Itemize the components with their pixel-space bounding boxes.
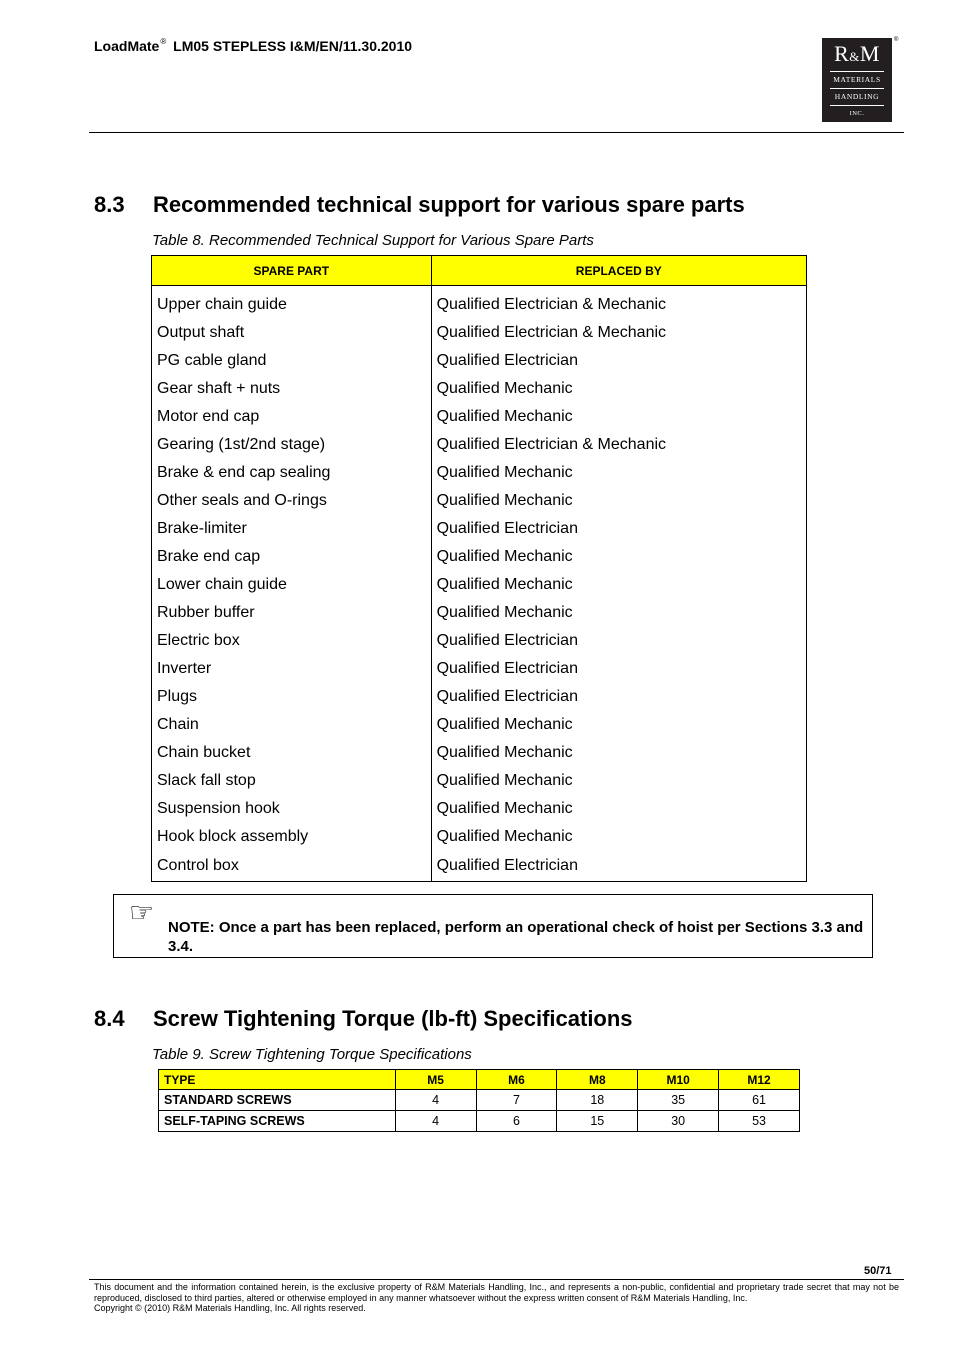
note-text: NOTE: Once a part has been replaced, perform an operational check of hoist per Sections 3.3 and 3.4.	[168, 919, 864, 955]
table-row	[159, 1090, 800, 1111]
spare-part-cell: Electric box	[152, 627, 432, 655]
spare-part-cell: Lower chain guide	[152, 571, 432, 599]
replaced-by-cell: Qualified Electrician	[431, 655, 806, 683]
torque-table	[158, 1069, 800, 1132]
spare-part-cell: Inverter	[152, 655, 432, 683]
spare-part-cell: Chain bucket	[152, 739, 432, 767]
replaced-by-cell: Qualified Electrician & Mechanic	[431, 286, 806, 320]
torque-value-cell: 4	[395, 1111, 476, 1132]
table-row	[152, 403, 807, 431]
table-header-row	[159, 1070, 800, 1090]
spare-part-cell: Control box	[152, 851, 432, 882]
replaced-by-cell: Qualified Electrician	[431, 851, 806, 882]
replaced-by-cell: Qualified Mechanic	[431, 571, 806, 599]
table-row	[152, 823, 807, 851]
registered-mark: ®	[160, 37, 167, 46]
table-row	[152, 286, 807, 320]
screw-type-cell: STANDARD SCREWS	[159, 1090, 396, 1111]
logo-inc: INC.	[849, 110, 865, 117]
document-title	[94, 37, 412, 54]
rm-logo	[822, 38, 892, 122]
torque-value-cell: 7	[476, 1090, 557, 1111]
spare-part-cell: Rubber buffer	[152, 599, 432, 627]
table-row	[152, 543, 807, 571]
replaced-by-cell: Qualified Mechanic	[431, 823, 806, 851]
replaced-by-cell: Qualified Mechanic	[431, 375, 806, 403]
header-divider	[89, 132, 904, 133]
torque-value-cell: 30	[638, 1111, 719, 1132]
table-row	[152, 711, 807, 739]
torque-value-cell: 15	[557, 1111, 638, 1132]
table-row	[152, 683, 807, 711]
spare-part-cell: Output shaft	[152, 319, 432, 347]
replaced-by-cell: Qualified Mechanic	[431, 543, 806, 571]
column-header: M10	[638, 1070, 719, 1090]
column-header: SPARE PART	[152, 256, 432, 286]
section-title: Recommended technical support for various spare parts	[153, 192, 745, 217]
column-header: M5	[395, 1070, 476, 1090]
table-row	[152, 599, 807, 627]
table-row	[159, 1111, 800, 1132]
screw-type-cell: SELF-TAPING SCREWS	[159, 1111, 396, 1132]
logo-monogram: R&M	[834, 41, 880, 66]
pointing-hand-icon: ☞	[129, 896, 155, 929]
footer-divider	[89, 1279, 904, 1280]
footer-legal	[94, 1282, 899, 1314]
replaced-by-cell: Qualified Mechanic	[431, 487, 806, 515]
table-row	[152, 459, 807, 487]
replaced-by-cell: Qualified Mechanic	[431, 767, 806, 795]
logo-registered-mark: ®	[894, 37, 899, 43]
spare-part-cell: Gearing (1st/2nd stage)	[152, 431, 432, 459]
table-header-row	[152, 256, 807, 286]
copyright: Copyright © (2010) R&M Materials Handling, Inc. All rights reserved.	[94, 1303, 366, 1313]
spare-parts-table	[151, 255, 807, 882]
table-row	[152, 487, 807, 515]
table-row	[152, 795, 807, 823]
brand-name: LoadMate	[94, 38, 160, 54]
table-row	[152, 571, 807, 599]
column-header: M12	[719, 1070, 800, 1090]
page-number: 50/71	[864, 1265, 892, 1277]
replaced-by-cell: Qualified Electrician	[431, 627, 806, 655]
column-header: TYPE	[159, 1070, 396, 1090]
table-row	[152, 851, 807, 882]
replaced-by-cell: Qualified Electrician & Mechanic	[431, 319, 806, 347]
spare-part-cell: Chain	[152, 711, 432, 739]
torque-value-cell: 35	[638, 1090, 719, 1111]
table-row	[152, 655, 807, 683]
section-number: 8.4	[94, 1006, 125, 1031]
table-row	[152, 319, 807, 347]
spare-part-cell: PG cable gland	[152, 347, 432, 375]
table-row	[152, 739, 807, 767]
replaced-by-cell: Qualified Mechanic	[431, 711, 806, 739]
replaced-by-cell: Qualified Electrician & Mechanic	[431, 431, 806, 459]
logo-handling: HANDLING	[834, 92, 880, 101]
section-number: 8.3	[94, 192, 125, 217]
table-row	[152, 375, 807, 403]
replaced-by-cell: Qualified Electrician	[431, 515, 806, 543]
spare-part-cell: Plugs	[152, 683, 432, 711]
column-header: M8	[557, 1070, 638, 1090]
spare-part-cell: Slack fall stop	[152, 767, 432, 795]
section-title: Screw Tightening Torque (lb-ft) Specifications	[153, 1006, 633, 1031]
spare-part-cell: Brake-limiter	[152, 515, 432, 543]
table-row	[152, 627, 807, 655]
document-id: LM05 STEPLESS I&M/EN/11.30.2010	[173, 38, 413, 54]
table-caption: Table 9. Screw Tightening Torque Specifications	[152, 1046, 472, 1063]
spare-part-cell: Upper chain guide	[152, 286, 432, 320]
replaced-by-cell: Qualified Mechanic	[431, 739, 806, 767]
table-caption: Table 8. Recommended Technical Support for Various Spare Parts	[152, 232, 594, 249]
table-row	[152, 431, 807, 459]
column-header: REPLACED BY	[431, 256, 806, 286]
spare-part-cell: Hook block assembly	[152, 823, 432, 851]
replaced-by-cell: Qualified Mechanic	[431, 599, 806, 627]
torque-value-cell: 61	[719, 1090, 800, 1111]
column-header: M6	[476, 1070, 557, 1090]
torque-value-cell: 53	[719, 1111, 800, 1132]
replaced-by-cell: Qualified Mechanic	[431, 795, 806, 823]
spare-part-cell: Brake end cap	[152, 543, 432, 571]
table-row	[152, 515, 807, 543]
spare-part-cell: Brake & end cap sealing	[152, 459, 432, 487]
replaced-by-cell: Qualified Mechanic	[431, 459, 806, 487]
logo-materials: MATERIALS	[833, 75, 881, 84]
spare-part-cell: Suspension hook	[152, 795, 432, 823]
replaced-by-cell: Qualified Mechanic	[431, 403, 806, 431]
legal-notice: This document and the information contained herein, is the exclusive property of R&M Materials Handling, Inc., and represents a non-public, confidential and proprietary trade secret that may not be reproduced, disclosed to third parties, altered or otherwise employed in any manner whatsoever without the express written consent of R&M Materials Handling, Inc.	[94, 1282, 899, 1303]
replaced-by-cell: Qualified Electrician	[431, 683, 806, 711]
spare-part-cell: Other seals and O-rings	[152, 487, 432, 515]
table-row	[152, 767, 807, 795]
spare-part-cell: Motor end cap	[152, 403, 432, 431]
torque-value-cell: 4	[395, 1090, 476, 1111]
torque-value-cell: 18	[557, 1090, 638, 1111]
spare-part-cell: Gear shaft + nuts	[152, 375, 432, 403]
torque-value-cell: 6	[476, 1111, 557, 1132]
table-row	[152, 347, 807, 375]
replaced-by-cell: Qualified Electrician	[431, 347, 806, 375]
